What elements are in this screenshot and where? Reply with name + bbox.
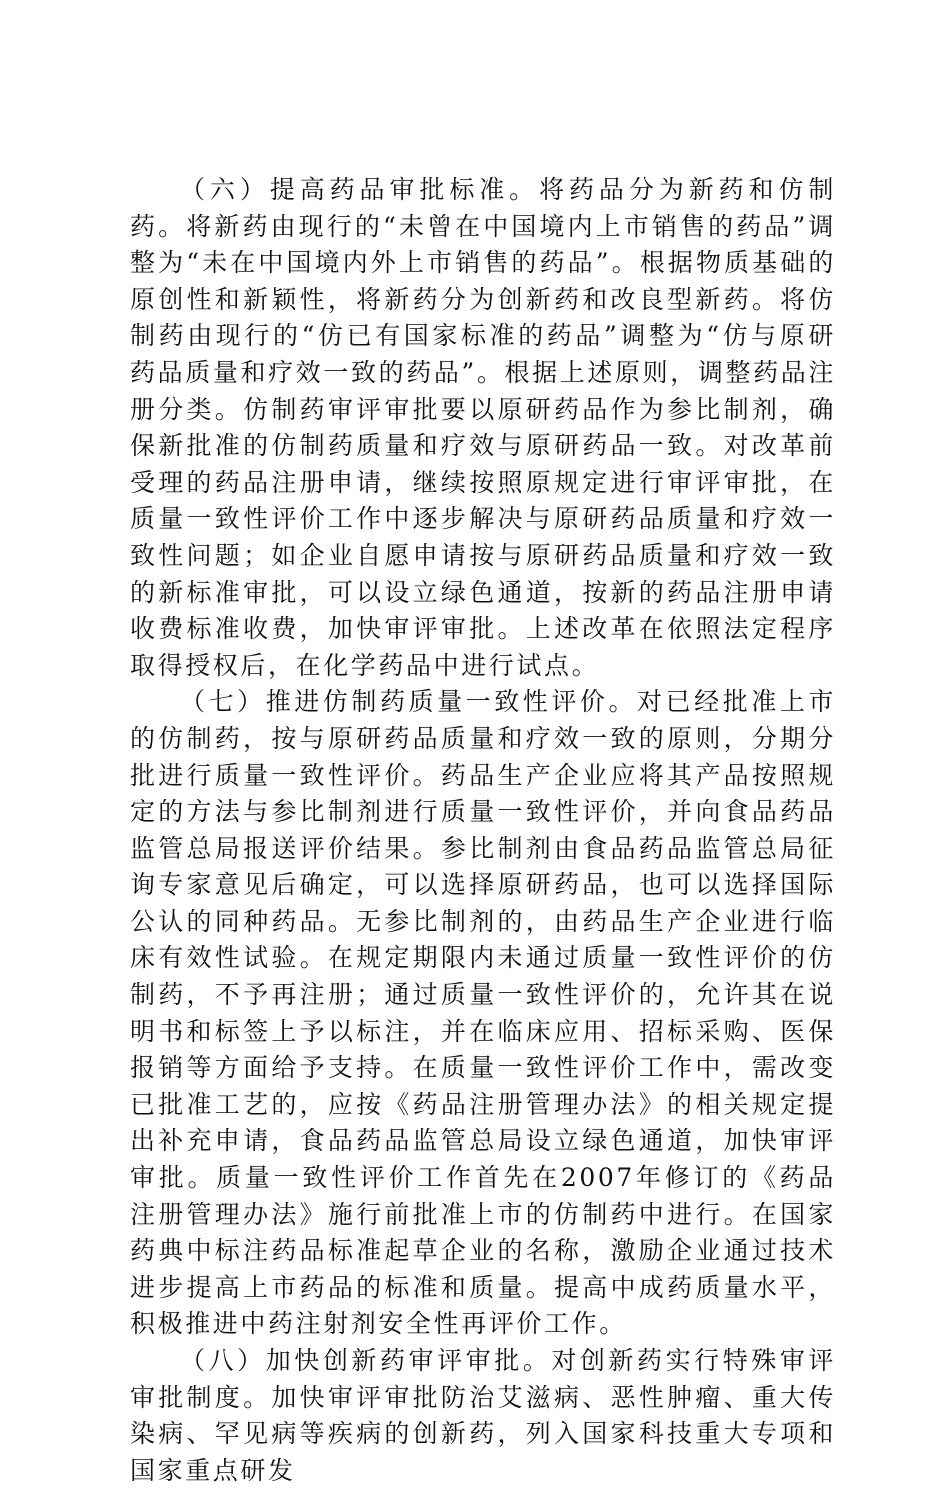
paragraph-7-generic-consistency-evaluation: （七）推进仿制药质量一致性评价。对已经批准上市的仿制药，按与原研药品质量和疗效一致的原则，分期分批进行质量一致性评价。药品生产企业应将其产品按照规定的方法与参比制剂进行质量一致性评价，并向食品药品监管总局报送评价结果。参比制剂由食品药品监管总局征询专家意见后确定，可以选择原研药品，也可以选择国际公认的同种药品。无参比制剂的，由药品生产企业进行临床有效性试验。在规定期限内未通过质量一致性评价的仿制药，不予再注册；通过质量一致性评价的，允许其在说明书和标签上予以标注，并在临床应用、招标采购、医保报销等方面给予支持。在质量一致性评价工作中，需改变已批准工艺的，应按《药品注册管理办法》的相关规定提出补充申请，食品药品监管总局设立绿色通道，加快审评审批。质量一致性评价工作首先在2007年修订的《药品注册管理办法》施行前批准上市的仿制药中进行。在国家药典中标注药品标准起草企业的名称，激励企业通过技术进步提高上市药品的标准和质量。提高中成药质量水平，积极推进中药注射剂安全性再评价工作。 bbox=[130, 687, 836, 1339]
document-body bbox=[130, 172, 836, 1489]
paragraph-8-innovative-drug-review: （八）加快创新药审评审批。对创新药实行特殊审评审批制度。加快审评审批防治艾滋病、恶性肿瘤、重大传染病、罕见病等疾病的创新药，列入国家科技重大专项和国家重点研发 bbox=[130, 1346, 836, 1485]
paragraph-6-drug-approval-standards: （六）提高药品审批标准。将药品分为新药和仿制药。将新药由现行的“未曾在中国境内上市销售的药品”调整为“未在中国境内外上市销售的药品”。根据物质基础的原创性和新颖性，将新药分为创新药和改良型新药。将仿制药由现行的“仿已有国家标准的药品”调整为“仿与原研药品质量和疗效一致的药品”。根据上述原则，调整药品注册分类。仿制药审评审批要以原研药品作为参比制剂，确保新批准的仿制药质量和疗效与原研药品一致。对改革前受理的药品注册申请，继续按照原规定进行审评审批，在质量一致性评价工作中逐步解决与原研药品质量和疗效一致性问题；如企业自愿申请按与原研药品质量和疗效一致的新标准审批，可以设立绿色通道，按新的药品注册申请收费标准收费，加快审评审批。上述改革在依照法定程序取得授权后，在化学药品中进行试点。 bbox=[130, 175, 836, 680]
